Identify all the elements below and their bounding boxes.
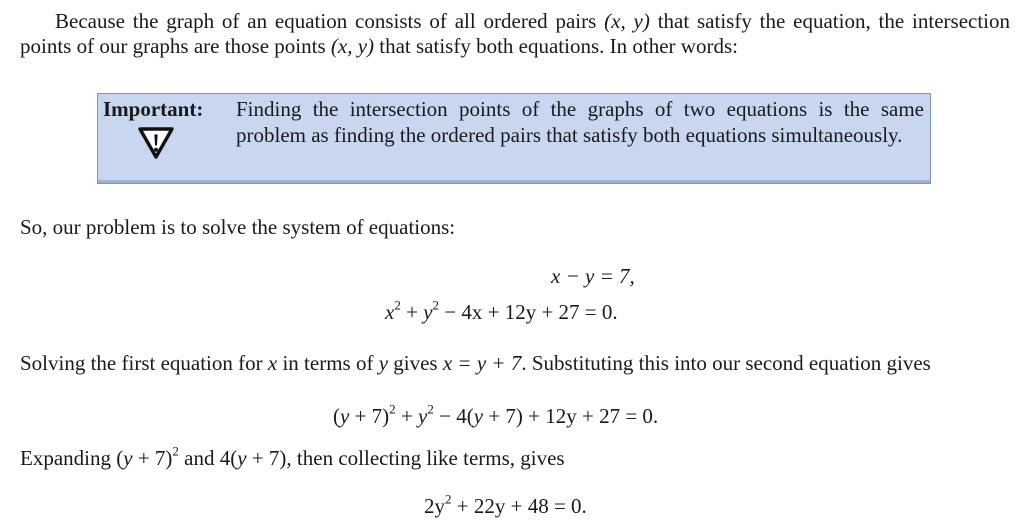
- eq3-part-a: (y + 7): [333, 404, 390, 428]
- exp-text-b: and: [178, 446, 220, 470]
- equation-substituted: [333, 401, 659, 429]
- eq2-exp-b: 2: [432, 297, 440, 313]
- expanding-paragraph: [20, 443, 1010, 471]
- eq4-part-a: 2y: [424, 494, 445, 518]
- sub-var-x: x: [267, 351, 278, 375]
- sub-var-y: y: [378, 351, 389, 375]
- eq3-exp-a: 2: [389, 401, 396, 417]
- intro-paragraph: [20, 9, 1010, 59]
- equation-linear: x − y = 7,: [551, 264, 635, 288]
- callout-text: Finding the intersection points of the graphs of two equations is the same problem as finding the ordered pairs that satisfy both equations simultaneously.: [236, 97, 924, 147]
- substitution-paragraph: [20, 351, 1010, 376]
- equation-quadratic: [385, 297, 618, 325]
- ordered-pair-1: (x, y): [604, 9, 650, 33]
- intro-text-c: that satisfy both equations. In other words:: [374, 34, 738, 59]
- sub-text-b: in terms of: [277, 351, 379, 375]
- sub-text-d: . Substituting this into our second equation gives: [521, 351, 931, 375]
- callout-label: Important:: [103, 97, 204, 121]
- eq4-exp-a: 2: [445, 491, 452, 507]
- system-intro-paragraph: So, our problem is to solve the system of equations:: [20, 215, 456, 239]
- exp-expression-a: (y + 7): [116, 446, 173, 470]
- eq2-part-c: − 4x + 12y + 27 = 0.: [439, 300, 618, 324]
- eq3-exp-b: 2: [427, 401, 434, 417]
- sub-text-a: Solving the first equation for: [20, 351, 268, 375]
- ordered-pair-2: (x, y): [330, 34, 375, 59]
- eq2-exp-a: 2: [394, 297, 401, 313]
- sub-expression: x = y + 7: [442, 351, 522, 375]
- intro-text-a: Because the graph of an equation consists of all ordered pairs: [55, 9, 605, 33]
- eq3-part-c: − 4(y + 7) + 12y + 27 = 0.: [433, 404, 659, 428]
- sub-text-c: gives: [388, 351, 443, 375]
- eq3-part-b: + y: [395, 404, 428, 428]
- exp-text-a: Expanding: [20, 446, 117, 470]
- intro-text-b: that satisfy the equation, the intersection points of our graphs are those points: [20, 9, 1010, 59]
- exp-text-c: , then collecting like terms, gives: [286, 446, 565, 470]
- eq4-part-b: + 22y + 48 = 0.: [451, 494, 587, 518]
- exp-exponent-a: 2: [172, 443, 179, 459]
- exp-expression-b: 4(y + 7): [219, 446, 287, 470]
- important-callout-box: [97, 93, 931, 184]
- warning-triangle-icon: [137, 127, 175, 159]
- eq2-part-a: x: [385, 300, 395, 324]
- equation-final: [424, 491, 587, 519]
- eq2-part-b: + y: [400, 300, 433, 324]
